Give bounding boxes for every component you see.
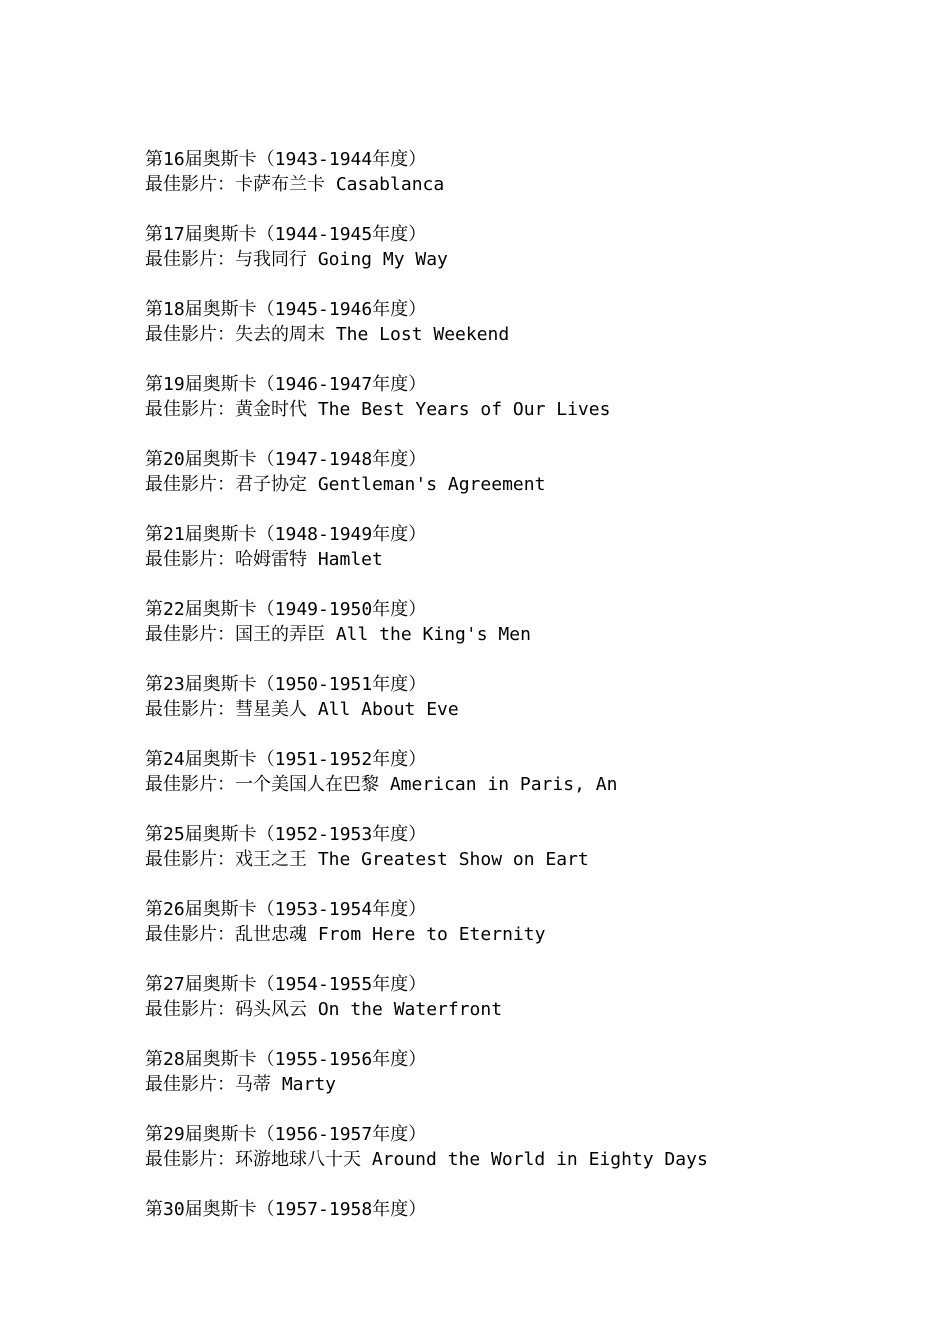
best-picture-line: 最佳影片：哈姆雷特 Hamlet xyxy=(145,549,383,570)
list-item xyxy=(145,447,905,522)
ceremony-heading: 第28届奥斯卡（1955-1956年度） xyxy=(145,1049,427,1070)
ceremony-heading: 第27届奥斯卡（1954-1955年度） xyxy=(145,974,427,995)
ceremony-heading: 第23届奥斯卡（1950-1951年度） xyxy=(145,674,427,695)
ceremony-heading: 第17届奥斯卡（1944-1945年度） xyxy=(145,224,427,245)
list-item xyxy=(145,897,905,972)
list-item xyxy=(145,147,905,222)
ceremony-heading: 第22届奥斯卡（1949-1950年度） xyxy=(145,599,427,620)
best-picture-line: 最佳影片：卡萨布兰卡 Casablanca xyxy=(145,174,445,195)
list-item xyxy=(145,1047,905,1122)
oscar-list xyxy=(145,147,905,1272)
best-picture-line: 最佳影片：马蒂 Marty xyxy=(145,1074,337,1095)
ceremony-heading: 第16届奥斯卡（1943-1944年度） xyxy=(145,149,427,170)
list-item xyxy=(145,522,905,597)
list-item xyxy=(145,372,905,447)
best-picture-line: 最佳影片：环游地球八十天 Around the World in Eighty Days xyxy=(145,1149,708,1170)
list-item xyxy=(145,1122,905,1197)
ceremony-heading: 第18届奥斯卡（1945-1946年度） xyxy=(145,299,427,320)
ceremony-heading: 第29届奥斯卡（1956-1957年度） xyxy=(145,1124,427,1145)
list-item xyxy=(145,1197,905,1272)
best-picture-line: 最佳影片：与我同行 Going My Way xyxy=(145,249,448,270)
best-picture-line: 最佳影片：黄金时代 The Best Years of Our Lives xyxy=(145,399,611,420)
list-item xyxy=(145,747,905,822)
best-picture-line: 最佳影片：码头风云 On the Waterfront xyxy=(145,999,503,1020)
best-picture-line: 最佳影片：乱世忠魂 From Here to Eternity xyxy=(145,924,546,945)
list-item xyxy=(145,822,905,897)
list-item xyxy=(145,597,905,672)
ceremony-heading: 第21届奥斯卡（1948-1949年度） xyxy=(145,524,427,545)
best-picture-line: 最佳影片：君子协定 Gentleman's Agreement xyxy=(145,474,546,495)
list-item xyxy=(145,672,905,747)
best-picture-line: 最佳影片：戏王之王 The Greatest Show on Eart xyxy=(145,849,589,870)
best-picture-line: 最佳影片：失去的周末 The Lost Weekend xyxy=(145,324,510,345)
best-picture-line: 最佳影片：一个美国人在巴黎 American in Paris, An xyxy=(145,774,618,795)
ceremony-heading: 第25届奥斯卡（1952-1953年度） xyxy=(145,824,427,845)
ceremony-heading: 第26届奥斯卡（1953-1954年度） xyxy=(145,899,427,920)
ceremony-heading: 第24届奥斯卡（1951-1952年度） xyxy=(145,749,427,770)
list-item xyxy=(145,222,905,297)
list-item xyxy=(145,297,905,372)
best-picture-line: 最佳影片：国王的弄臣 All the King's Men xyxy=(145,624,531,645)
ceremony-heading: 第19届奥斯卡（1946-1947年度） xyxy=(145,374,427,395)
list-item xyxy=(145,972,905,1047)
ceremony-heading: 第30届奥斯卡（1957-1958年度） xyxy=(145,1199,427,1220)
ceremony-heading: 第20届奥斯卡（1947-1948年度） xyxy=(145,449,427,470)
best-picture-line: 最佳影片：彗星美人 All About Eve xyxy=(145,699,459,720)
